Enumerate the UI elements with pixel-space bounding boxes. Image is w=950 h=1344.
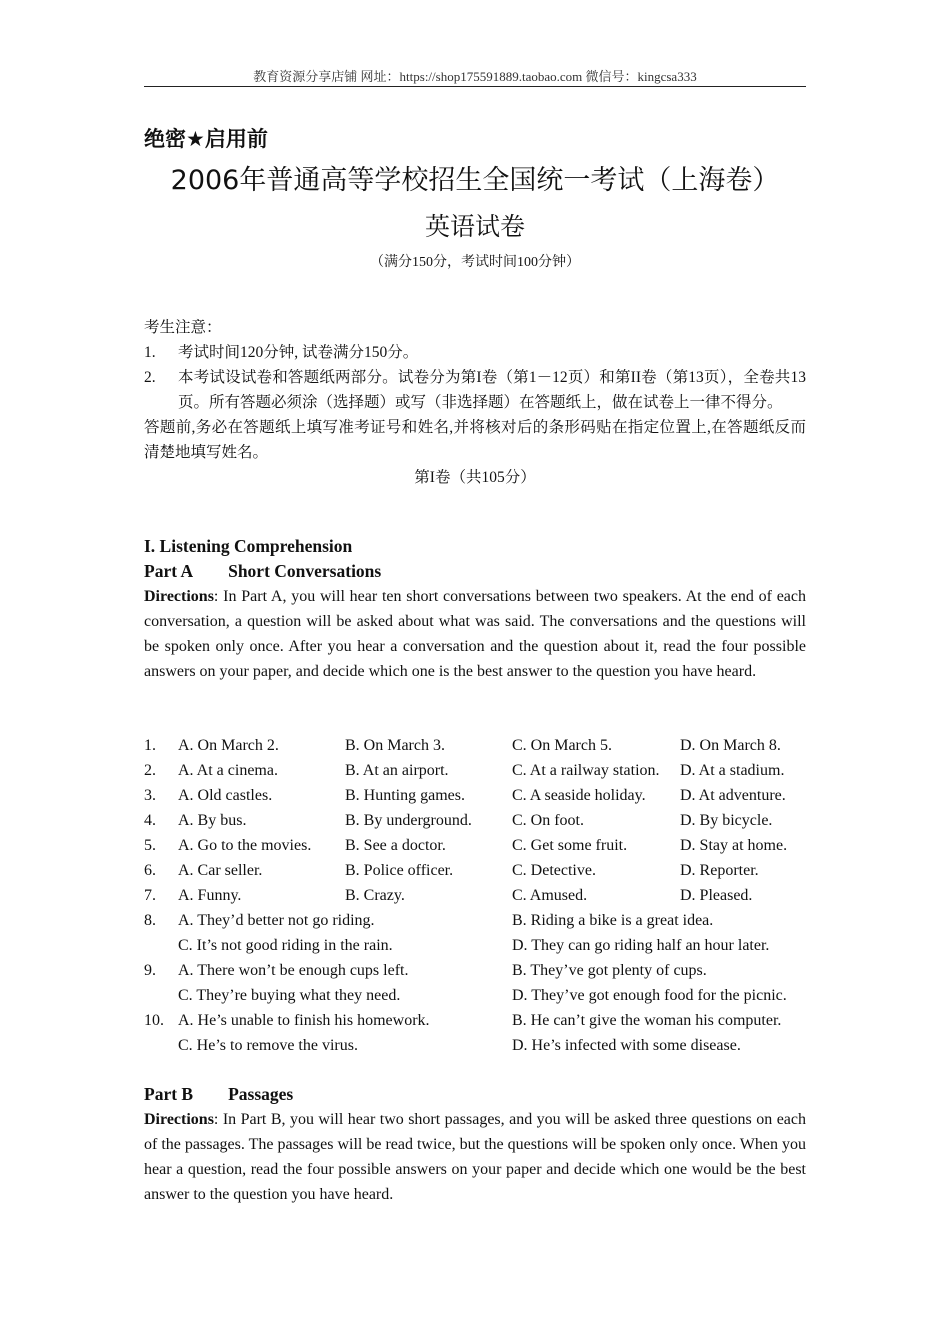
part-b-heading (144, 1082, 806, 1107)
question-row (144, 858, 806, 883)
part-b-label: Part B (144, 1084, 194, 1104)
option-a: A. Funny. (178, 887, 242, 904)
option-b: B. See a doctor. (345, 837, 446, 854)
option-c: C. Amused. (512, 887, 588, 904)
option-c: C. They’re buying what they need. (178, 987, 401, 1004)
question-number: 6. (144, 862, 156, 879)
option-b: B. Hunting games. (345, 787, 465, 804)
option-b: B. By underground. (345, 812, 472, 829)
directions-text: : In Part B, you will hear two short passages, and you will be asked three questions on each of the passages. The passages will be read twice, but the questions will be spoken only once. When you hear a question, read the four possible answers on your paper and decide which one would be the best answer to the question you have heard. (144, 1111, 806, 1203)
exam-title: 2006年普通高等学校招生全国统一考试（上海卷） (170, 165, 780, 196)
question-number: 4. (144, 812, 156, 829)
note-number: 1. (144, 344, 156, 361)
note-text: 考试时间120分钟, 试卷满分150分。 (178, 344, 419, 361)
question-row (144, 908, 806, 958)
question-row (144, 783, 806, 808)
option-a: A. On March 2. (178, 737, 279, 754)
question-list (144, 733, 806, 1058)
directions-label: Directions (144, 588, 214, 605)
option-b: B. Riding a bike is a great idea. (512, 912, 714, 929)
option-a: A. By bus. (178, 812, 247, 829)
option-d: D. They’ve got enough food for the picnic. (512, 987, 787, 1004)
question-row (144, 1008, 806, 1058)
option-b: B. At an airport. (345, 762, 449, 779)
option-a: A. Old castles. (178, 787, 273, 804)
part-a-title: Short Conversations (228, 561, 382, 581)
question-number: 9. (144, 962, 156, 979)
option-d: D. Reporter. (680, 862, 759, 879)
option-c: C. He’s to remove the virus. (178, 1037, 358, 1054)
note-item (144, 340, 806, 365)
listening-section (144, 534, 806, 684)
option-c: C. At a railway station. (512, 762, 660, 779)
option-a: A. At a cinema. (178, 762, 278, 779)
score-note: （满分150分，考试时间100分钟） (370, 255, 580, 270)
question-row (144, 958, 806, 1008)
question-row (144, 883, 806, 908)
option-c: C. On March 5. (512, 737, 612, 754)
option-b: B. Crazy. (345, 887, 405, 904)
note-text: 本考试设试卷和答题纸两部分。试卷分为第I卷（第1－12页）和第II卷（第13页），全卷共13页。所有答题必须涂（选择题）或写（非选择题）在答题纸上，做在试卷上一律不得分。 (178, 369, 806, 411)
section-title: I. Listening Comprehension (144, 536, 353, 556)
option-d: D. At adventure. (680, 787, 786, 804)
option-d: D. At a stadium. (680, 762, 785, 779)
directions-label: Directions (144, 1111, 214, 1128)
option-c: C. On foot. (512, 812, 584, 829)
question-row (144, 833, 806, 858)
directions-text: : In Part A, you will hear ten short conversations between two speakers. At the end of each conversation, a question will be asked about what was said. The conversations and the questions will be spoken only once. After you hear a conversation and the question about it, read the four possible answers on your paper, and decide which one is the best answer to the question you have heard. (144, 588, 806, 680)
question-row (144, 758, 806, 783)
option-c: C. A seaside holiday. (512, 787, 646, 804)
part-b-title: Passages (228, 1084, 294, 1104)
option-d: D. Stay at home. (680, 837, 788, 854)
part-b-directions (144, 1107, 806, 1207)
option-c: C. Detective. (512, 862, 596, 879)
option-a: A. He’s unable to finish his homework. (178, 1012, 430, 1029)
option-a: A. Car seller. (178, 862, 263, 879)
option-d: D. Pleased. (680, 887, 753, 904)
candidate-notes (144, 315, 806, 490)
question-number: 3. (144, 787, 156, 804)
page-header: 教育资源分享店铺 网址：https://shop175591889.taobao.com 微信号：kingcsa333 (253, 69, 697, 84)
option-c: C. It’s not good riding in the rain. (178, 937, 393, 954)
part-b-section (144, 1082, 806, 1207)
note-item (144, 365, 806, 415)
question-row (144, 733, 806, 758)
question-number: 8. (144, 912, 156, 929)
option-b: B. They’ve got plenty of cups. (512, 962, 707, 979)
notes-extra: 答题前,务必在答题纸上填写准考证号和姓名,并将核对后的条形码贴在指定位置上,在答题纸反而清楚地填写姓名。 (144, 419, 806, 461)
note-number: 2. (144, 369, 156, 386)
part-a-label: Part A (144, 561, 194, 581)
exam-subtitle: 英语试卷 (424, 212, 525, 241)
option-d: D. On March 8. (680, 737, 781, 754)
part-a-directions (144, 584, 806, 684)
question-row (144, 808, 806, 833)
option-b: B. On March 3. (345, 737, 445, 754)
question-number: 1. (144, 737, 156, 754)
option-d: D. By bicycle. (680, 812, 773, 829)
option-d: D. He’s infected with some disease. (512, 1037, 741, 1054)
secret-label: 绝密★启用前 (144, 127, 268, 151)
question-number: 2. (144, 762, 156, 779)
question-number: 10. (144, 1012, 164, 1029)
part-a-heading (144, 559, 806, 584)
option-b: B. He can’t give the woman his computer. (512, 1012, 782, 1029)
option-a: A. They’d better not go riding. (178, 912, 375, 929)
volume-heading: 第I卷（共105分） (414, 469, 536, 486)
option-a: A. There won’t be enough cups left. (178, 962, 409, 979)
header-divider (144, 86, 806, 87)
question-number: 5. (144, 837, 156, 854)
notes-heading: 考生注意： (144, 319, 222, 336)
question-number: 7. (144, 887, 156, 904)
option-b: B. Police officer. (345, 862, 454, 879)
option-c: C. Get some fruit. (512, 837, 628, 854)
option-d: D. They can go riding half an hour later. (512, 937, 770, 954)
option-a: A. Go to the movies. (178, 837, 312, 854)
